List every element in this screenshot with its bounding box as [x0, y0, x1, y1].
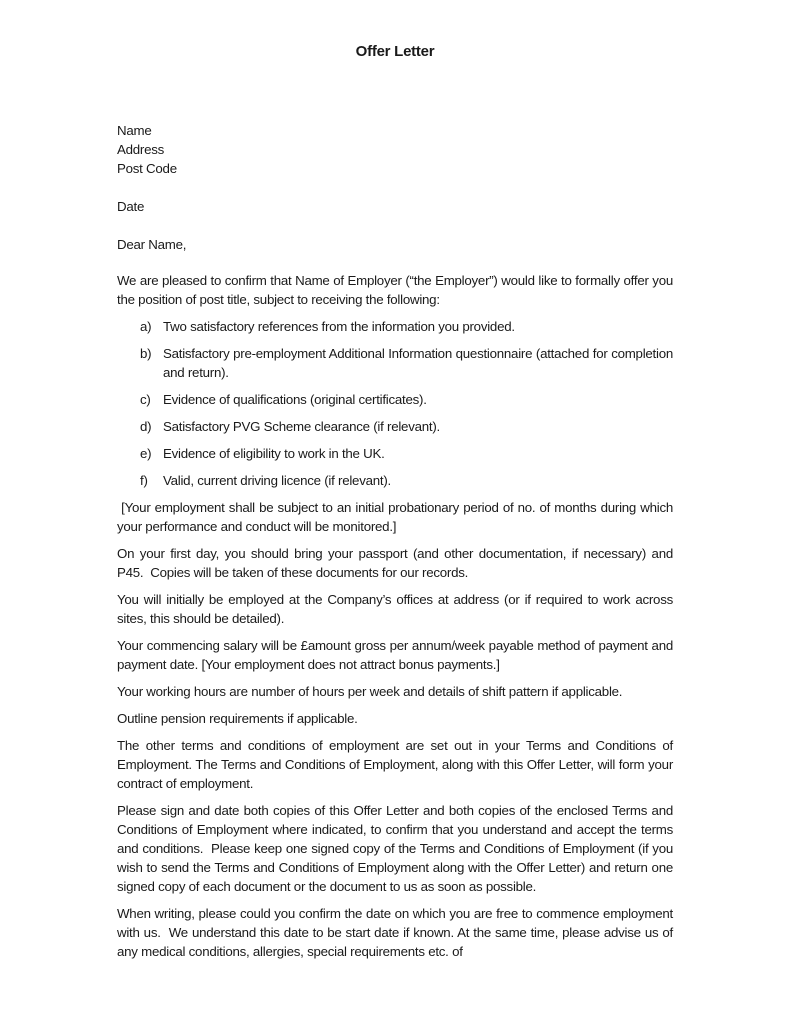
intro-paragraph: We are pleased to confirm that Name of Employer (“the Employer”) would like to formally offer you the position of post title, subject to receiving the following: — [117, 273, 673, 307]
list-marker: b) — [140, 346, 152, 361]
paragraph-commence-date: When writing, please could you confirm the date on which you are free to commence employment with us. We understand this date to be start date if known. At the same time, please advise us of any medical conditions, allergies, special requirements etc. of — [117, 906, 673, 959]
page-title: Offer Letter — [355, 43, 435, 60]
requirement-text: Evidence of eligibility to work in the UK. — [163, 446, 385, 461]
paragraph-sign-and-date: Please sign and date both copies of this Offer Letter and both copies of the enclosed Terms and Conditions of Employment where indicated, to confirm that you understand and accept the terms and conditions. Please keep one signed copy of the Terms and Conditions of Employment (if you wish to send the Terms and Conditions of Employment along with the Offer Letter) and return one signed copy of each document or the document to us as soon as possible. — [117, 803, 673, 894]
requirement-text: Satisfactory pre-employment Additional Information questionnaire (attached for completion and return). — [163, 346, 673, 380]
requirement-item-e — [117, 444, 673, 463]
requirement-text: Valid, current driving licence (if relevant). — [163, 473, 391, 488]
list-marker: f) — [140, 473, 148, 488]
paragraph-terms-and-conditions: The other terms and conditions of employment are set out in your Terms and Conditions of Employment. The Terms and Conditions of Employment, along with this Offer Letter, will form your contract of employment. — [117, 738, 673, 791]
requirement-item-c — [117, 390, 673, 409]
list-marker: d) — [140, 419, 152, 434]
paragraph-pension: Outline pension requirements if applicable. — [117, 711, 358, 726]
recipient-name-line: Name — [117, 123, 152, 138]
date-line: Date — [117, 199, 145, 214]
salutation: Dear Name, — [117, 237, 187, 252]
paragraph-probationary-period: [Your employment shall be subject to an initial probationary period of no. of months during which your performance and conduct will be monitored.] — [117, 500, 673, 534]
requirement-text: Two satisfactory references from the information you provided. — [163, 319, 515, 334]
requirement-text: Evidence of qualifications (original certificates). — [163, 392, 427, 407]
paragraph-salary: Your commencing salary will be £amount gross per annum/week payable method of payment and payment date. [Your employment does not attract bonus payments.] — [117, 638, 673, 672]
recipient-address-block — [117, 121, 673, 178]
paragraph-working-hours: Your working hours are number of hours per week and details of shift pattern if applicable. — [117, 684, 623, 699]
requirement-item-a — [117, 317, 673, 336]
recipient-postcode-line: Post Code — [117, 161, 177, 176]
paragraph-work-location: You will initially be employed at the Company’s offices at address (or if required to work across sites, this should be detailed). — [117, 592, 673, 626]
recipient-address-line: Address — [117, 142, 165, 157]
paragraph-first-day: On your first day, you should bring your passport (and other documentation, if necessary) and P45. Copies will be taken of these documents for our records. — [117, 546, 673, 580]
list-marker: e) — [140, 446, 152, 461]
list-marker: c) — [140, 392, 151, 407]
requirement-text: Satisfactory PVG Scheme clearance (if relevant). — [163, 419, 440, 434]
list-marker: a) — [140, 319, 152, 334]
requirement-item-f — [117, 471, 673, 490]
requirement-item-b — [117, 344, 673, 382]
requirement-item-d — [117, 417, 673, 436]
